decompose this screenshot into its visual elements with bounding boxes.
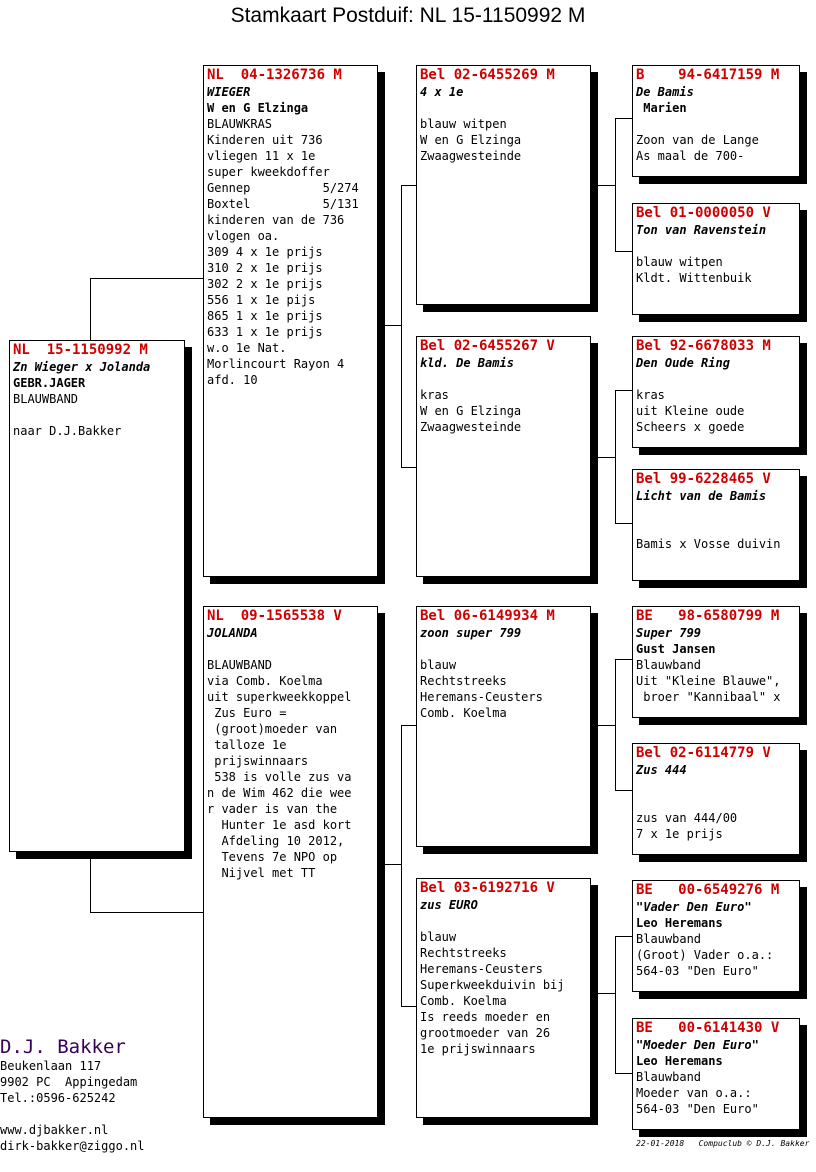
breeder: Marien	[636, 101, 687, 115]
note-line: uit Kleine oude	[636, 404, 745, 418]
note-line: Comb. Koelma	[420, 706, 507, 720]
note-line	[636, 778, 796, 794]
pigeon-name: Licht van de Bamis	[636, 489, 767, 503]
note-line: 302 2 x 1e prijs	[207, 277, 323, 291]
great-grandparent-card-mfm	[632, 743, 800, 855]
breeder: Leo Heremans	[636, 1054, 723, 1068]
ring-number: BE 98-6580799 M	[636, 608, 780, 624]
ring-number: Bel 02-6455267 V	[420, 338, 555, 354]
maternal-grandfather-card	[416, 606, 591, 847]
note-line: 310 2 x 1e prijs	[207, 261, 323, 275]
note-line	[420, 913, 587, 929]
note-line: Rechtstreeks	[420, 674, 507, 688]
breeder: Gust Jansen	[636, 642, 716, 656]
pigeon-name: Zn Wieger x Jolanda	[13, 360, 151, 374]
note-line: Hunter 1e asd kort	[207, 818, 352, 832]
great-grandparent-card-fmm	[632, 469, 800, 581]
great-grandparent-card-ffm	[632, 203, 800, 315]
note-line: Boxtel 5/131	[207, 197, 359, 211]
pigeon-name: WIEGER	[207, 85, 251, 99]
pigeon-name: JOLANDA	[207, 626, 258, 640]
note-line: 564-03 "Den Euro"	[636, 964, 759, 978]
note-line	[636, 238, 796, 254]
ring-number: B 94-6417159 M	[636, 67, 780, 83]
breeder: Leo Heremans	[636, 916, 723, 930]
note-line: Zoon van de Lange	[636, 133, 759, 147]
father-card	[203, 65, 378, 577]
pigeon-name: Den Oude Ring	[636, 356, 730, 370]
note-line: Blauwband	[636, 658, 702, 672]
note-line: prijswinnaars	[207, 754, 309, 768]
owner-spacer	[0, 1106, 145, 1122]
ring-number: Bel 02-6455269 M	[420, 67, 555, 83]
owner-email-link[interactable]: dirk-bakker@ziggo.nl	[0, 1139, 145, 1153]
note-line: 633 1 x 1e prijs	[207, 325, 323, 339]
note-line: Kldt. Wittenbuik	[636, 271, 752, 285]
note-line: Comb. Koelma	[420, 994, 507, 1008]
note-line: Zus Euro =	[207, 706, 287, 720]
note-line: Nijvel met TT	[207, 866, 316, 880]
note-line: Blauwband	[636, 1070, 702, 1084]
note-line: Rechtstreeks	[420, 946, 507, 960]
note-line: Zwaagwesteinde	[420, 149, 522, 163]
note-line: Superkweekduivin bij	[420, 978, 565, 992]
note-line: kras	[636, 388, 665, 402]
note-line: Is reeds moeder en	[420, 1010, 551, 1024]
breeder: W en G Elzinga	[207, 101, 309, 115]
note-line	[207, 641, 374, 657]
note-line: As maal de 700-	[636, 149, 745, 163]
note-line: blauw witpen	[420, 117, 507, 131]
pigeon-name: kld. De Bamis	[420, 356, 514, 370]
owner-contact-block	[0, 1036, 145, 1154]
ring-number: Bel 01-0000050 V	[636, 205, 771, 221]
note-line: blauw witpen	[636, 255, 723, 269]
pigeon-name: Super 799	[636, 626, 702, 640]
note-line: Uit "Kleine Blauwe",	[636, 674, 781, 688]
owner-phone: Tel.:0596-625242	[0, 1091, 116, 1105]
note-line	[420, 100, 587, 116]
note-line: Morlincourt Rayon 4	[207, 357, 345, 371]
note-line: (Groot) Vader o.a.:	[636, 948, 774, 962]
note-line: via Comb. Koelma	[207, 674, 323, 688]
note-line: Moeder van o.a.:	[636, 1086, 752, 1100]
pigeon-name: Zus 444	[636, 763, 687, 777]
pigeon-name: Ton van Ravenstein	[636, 223, 767, 237]
note-line	[420, 371, 587, 387]
great-grandparent-card-mff	[632, 606, 800, 718]
note-line: Tevens 7e NPO op	[207, 850, 338, 864]
owner-address: Beukenlaan 117	[0, 1059, 102, 1073]
note-line: afd. 10	[207, 373, 258, 387]
note-line: kras	[420, 388, 449, 402]
note-line: grootmoeder van 26	[420, 1026, 551, 1040]
note-line: 309 4 x 1e prijs	[207, 245, 323, 259]
mother-card	[203, 606, 378, 1118]
great-grandparent-card-fmf	[632, 336, 800, 448]
note-line: kinderen van de 736	[207, 213, 345, 227]
note-line	[13, 407, 181, 423]
note-line	[636, 520, 796, 536]
note-line: BLAUWBAND	[207, 658, 273, 672]
note-line	[636, 371, 796, 387]
note-line: 1e prijswinnaars	[420, 1042, 536, 1056]
note-line: 564-03 "Den Euro"	[636, 1102, 759, 1116]
owner-name: D.J. Bakker	[0, 1036, 126, 1058]
pigeon-name: De Bamis	[636, 85, 694, 99]
note-line: 556 1 x 1e pijs	[207, 293, 316, 307]
note-line: n de Wim 462 die wee	[207, 786, 352, 800]
note-line: blauw	[420, 658, 457, 672]
owner-website-link[interactable]: www.djbakker.nl	[0, 1123, 109, 1137]
footer-credit: 22-01-2018 Compuclub © D.J. Bakker	[636, 1139, 810, 1148]
note-line: Kinderen uit 736	[207, 133, 323, 147]
pigeon-name: zoon super 799	[420, 626, 522, 640]
note-line: 865 1 x 1e prijs	[207, 309, 323, 323]
note-line: (groot)moeder van	[207, 722, 338, 736]
great-grandparent-card-mmf	[632, 880, 800, 992]
paternal-grandfather-card	[416, 65, 591, 305]
note-line: naar D.J.Bakker	[13, 424, 122, 438]
great-grandparent-card-mmm	[632, 1018, 800, 1130]
note-line: Gennep 5/274	[207, 181, 359, 195]
note-line: broer "Kannibaal" x	[636, 690, 781, 704]
subject-pigeon-card	[9, 340, 185, 852]
ring-number: BE 00-6141430 V	[636, 1020, 780, 1036]
note-line: w.o 1e Nat.	[207, 341, 287, 355]
ring-number: NL 09-1565538 V	[207, 608, 342, 624]
note-line: W en G Elzinga	[420, 404, 522, 418]
note-line	[420, 641, 587, 657]
ring-number: Bel 06-6149934 M	[420, 608, 555, 624]
note-line: uit superkweekkoppel	[207, 690, 352, 704]
note-line: W en G Elzinga	[420, 133, 522, 147]
ring-number: Bel 02-6114779 V	[636, 745, 771, 761]
note-line: Bamis x Vosse duivin	[636, 537, 781, 551]
pigeon-name: "Vader Den Euro"	[636, 900, 752, 914]
note-line: super kweekdoffer	[207, 165, 330, 179]
note-line: talloze 1e	[207, 738, 287, 752]
note-line: 538 is volle zus va	[207, 770, 352, 784]
owner-postcode-city: 9902 PC Appingedam	[0, 1075, 138, 1089]
great-grandparent-card-fff	[632, 65, 800, 177]
pigeon-name: "Moeder Den Euro"	[636, 1038, 759, 1052]
note-line: r vader is van the	[207, 802, 338, 816]
note-line: Blauwband	[636, 932, 702, 946]
note-line	[636, 116, 796, 132]
note-line: zus van 444/00	[636, 811, 738, 825]
note-line	[636, 794, 796, 810]
pigeon-name: 4 x 1e	[420, 85, 464, 99]
note-line: Scheers x goede	[636, 420, 745, 434]
maternal-grandmother-card	[416, 878, 591, 1118]
note-line: Zwaagwesteinde	[420, 420, 522, 434]
note-line: blauw	[420, 930, 457, 944]
paternal-grandmother-card	[416, 336, 591, 577]
pigeon-name: zus EURO	[420, 898, 478, 912]
ring-number: Bel 03-6192716 V	[420, 880, 555, 896]
breeder: GEBR.JAGER	[13, 376, 86, 390]
ring-number: BE 00-6549276 M	[636, 882, 780, 898]
ring-number: NL 04-1326736 M	[207, 67, 342, 83]
note-line: Heremans-Ceusters	[420, 962, 543, 976]
note-line: vlogen oa.	[207, 229, 280, 243]
ring-number: Bel 99-6228465 V	[636, 471, 771, 487]
note-line: Heremans-Ceusters	[420, 690, 543, 704]
page-title: Stamkaart Postduif: NL 15-1150992 M	[230, 4, 586, 27]
ring-number: NL 15-1150992 M	[13, 342, 148, 358]
note-line: vliegen 11 x 1e	[207, 149, 316, 163]
ring-number: Bel 92-6678033 M	[636, 338, 771, 354]
note-line: 7 x 1e prijs	[636, 827, 723, 841]
note-line: BLAUWKRAS	[207, 117, 273, 131]
note-line: Afdeling 10 2012,	[207, 834, 345, 848]
note-line	[636, 504, 796, 520]
note-line: BLAUWBAND	[13, 392, 79, 406]
